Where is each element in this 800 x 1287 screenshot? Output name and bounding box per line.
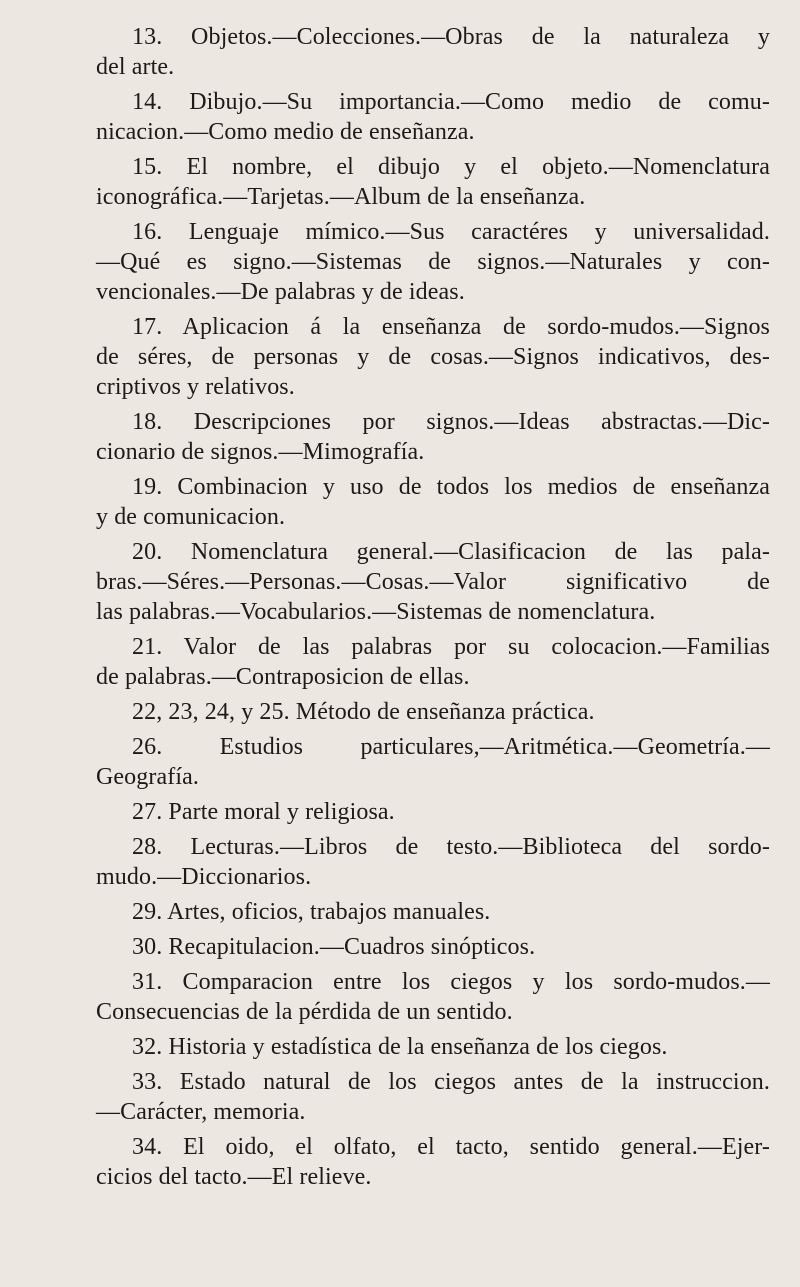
entry-line: de séres, de personas y de cosas.—Signos indicativos, des- <box>96 344 770 370</box>
entry-line: 27. Parte moral y religiosa. <box>132 799 395 825</box>
entry-line: 16. Lenguaje mímico.—Sus caractéres y universalidad. <box>132 219 770 245</box>
entry-line: 21. Valor de las palabras por su colocacion.—Familias <box>132 634 770 660</box>
entry-line: —Qué es signo.—Sistemas de signos.—Naturales y con- <box>96 249 770 275</box>
entry-line: Geografía. <box>96 764 199 790</box>
entry-line: 28. Lecturas.—Libros de testo.—Biblioteca del sordo- <box>132 834 770 860</box>
entry-line: 29. Artes, oficios, trabajos manuales. <box>132 899 491 925</box>
entry-line: las palabras.—Vocabularios.—Sistemas de nomenclatura. <box>96 599 656 625</box>
entry-29 <box>96 897 770 927</box>
entry-line: cionario de signos.—Mimografía. <box>96 439 425 465</box>
entry-21 <box>96 632 770 692</box>
entry-line: iconográfica.—Tarjetas.—Album de la enseñanza. <box>96 184 586 210</box>
entry-13 <box>96 22 770 82</box>
entry-line: 31. Comparacion entre los ciegos y los sordo-mudos.— <box>132 969 770 995</box>
entry-line: 33. Estado natural de los ciegos antes de la instruccion. <box>132 1069 770 1095</box>
entry-line: —Carácter, memoria. <box>96 1099 306 1125</box>
entry-line: 22, 23, 24, y 25. Método de enseñanza práctica. <box>132 699 595 725</box>
entry-20 <box>96 537 770 627</box>
entry-line: bras.—Séres.—Personas.—Cosas.—Valor significativo de <box>96 569 770 595</box>
entry-line: 18. Descripciones por signos.—Ideas abstractas.—Dic- <box>132 409 770 435</box>
entry-line: vencionales.—De palabras y de ideas. <box>96 279 465 305</box>
entry-line: 15. El nombre, el dibujo y el objeto.—Nomenclatura <box>132 154 770 180</box>
entry-line: 26. Estudios particulares,—Aritmética.—Geometría.— <box>132 734 770 760</box>
entry-19 <box>96 472 770 532</box>
entry-line: cicios del tacto.—El relieve. <box>96 1164 372 1190</box>
entry-27 <box>96 797 770 827</box>
entry-line: 20. Nomenclatura general.—Clasificacion de las pala- <box>132 539 770 565</box>
entry-33 <box>96 1067 770 1127</box>
entry-line: nicacion.—Como medio de enseñanza. <box>96 119 475 145</box>
entry-line: 30. Recapitulacion.—Cuadros sinópticos. <box>132 934 536 960</box>
entry-line: 32. Historia y estadística de la enseñanza de los ciegos. <box>132 1034 668 1060</box>
entry-28 <box>96 832 770 892</box>
entry-line: criptivos y relativos. <box>96 374 295 400</box>
entry-line: 19. Combinacion y uso de todos los medios de enseñanza <box>132 474 770 500</box>
entry-14 <box>96 87 770 147</box>
entry-line: 17. Aplicacion á la enseñanza de sordo-mudos.—Signos <box>132 314 770 340</box>
entry-line: y de comunicacion. <box>96 504 286 530</box>
entry-34 <box>96 1132 770 1192</box>
entry-16 <box>96 217 770 307</box>
entry-18 <box>96 407 770 467</box>
entry-line: 14. Dibujo.—Su importancia.—Como medio de comu- <box>132 89 770 115</box>
entry-line: 34. El oido, el olfato, el tacto, sentido general.—Ejer- <box>132 1134 770 1160</box>
entry-15 <box>96 152 770 212</box>
entry-line: del arte. <box>96 54 175 80</box>
entry-line: Consecuencias de la pérdida de un sentido. <box>96 999 513 1025</box>
entry-31 <box>96 967 770 1027</box>
entry-26 <box>96 732 770 792</box>
entry-line: 13. Objetos.—Colecciones.—Obras de la naturaleza y <box>132 24 770 50</box>
entry-22-25 <box>96 697 770 727</box>
entry-32 <box>96 1032 770 1062</box>
entry-line: de palabras.—Contraposicion de ellas. <box>96 664 470 690</box>
entry-line: mudo.—Diccionarios. <box>96 864 312 890</box>
entry-30 <box>96 932 770 962</box>
entry-17 <box>96 312 770 402</box>
